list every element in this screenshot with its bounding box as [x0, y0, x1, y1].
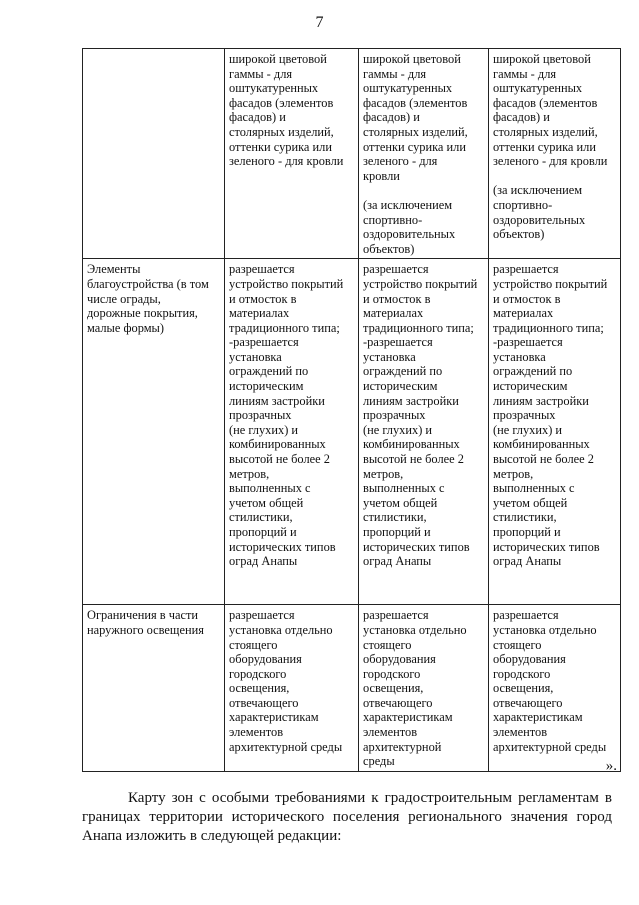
row-label-cell: [83, 49, 225, 259]
body-paragraph: Карту зон с особыми требованиями к градостроительным регламентам в границах территории исторического поселения регионального значения город Анапа изложить в следующей редакции:: [82, 790, 612, 844]
table-cell: разрешается установка отдельно стоящего оборудования городского освещения, отвечающего характеристикам элементов архитектурной среды: [225, 605, 359, 772]
page-number: 7: [315, 14, 324, 31]
closing-quote: ».: [605, 758, 617, 774]
table-cell: широкой цветовой гаммы - для оштукатуренных фасадов (элементов фасадов) и столярных изделий, оттенки сурика или зеленого - для кровли (за исключением спортивно- оздоровительных объектов): [359, 49, 489, 259]
table-row: [83, 259, 621, 605]
table-row: [83, 605, 621, 772]
regulations-table: [82, 48, 621, 772]
table-cell: разрешается устройство покрытий и отмосток в материалах традиционного типа; -разрешается установка ограждений по историческим линиям застройки прозрачных (не глухих) и комбинированных высотой не более 2 метров, выполненных с учетом общей стилистики, пропорций и исторических типов оград Анапы: [359, 259, 489, 605]
row-label-cell: Элементы благоустройства (в том числе ограды, дорожные покрытия, малые формы): [83, 259, 225, 605]
table-cell: разрешается устройство покрытий и отмосток в материалах традиционного типа; -разрешается установка ограждений по историческим линиям застройки прозрачных (не глухих) и комбинированных высотой не более 2 метров, выполненных с учетом общей стилистики, пропорций и исторических типов оград Анапы: [225, 259, 359, 605]
table-cell: разрешается установка отдельно стоящего оборудования городского освещения, отвечающего характеристикам элементов архитектурной среды: [359, 605, 489, 772]
row-label-cell: Ограничения в части наружного освещения: [83, 605, 225, 772]
table-row: [83, 49, 621, 259]
table-cell: широкой цветовой гаммы - для оштукатуренных фасадов (элементов фасадов) и столярных изделий, оттенки сурика или зеленого - для кровли: [225, 49, 359, 259]
table-cell: разрешается устройство покрытий и отмосток в материалах традиционного типа; -разрешается установка ограждений по историческим линиям застройки прозрачных (не глухих) и комбинированных высотой не более 2 метров, выполненных с учетом общей стилистики, пропорций и исторических типов оград Анапы: [489, 259, 621, 605]
table-cell: широкой цветовой гаммы - для оштукатуренных фасадов (элементов фасадов) и столярных изделий, оттенки сурика или зеленого - для кровли (за исключением спортивно- оздоровительных объектов): [489, 49, 621, 259]
table-cell: разрешается установка отдельно стоящего оборудования городского освещения, отвечающего характеристикам элементов архитектурной среды: [489, 605, 621, 772]
